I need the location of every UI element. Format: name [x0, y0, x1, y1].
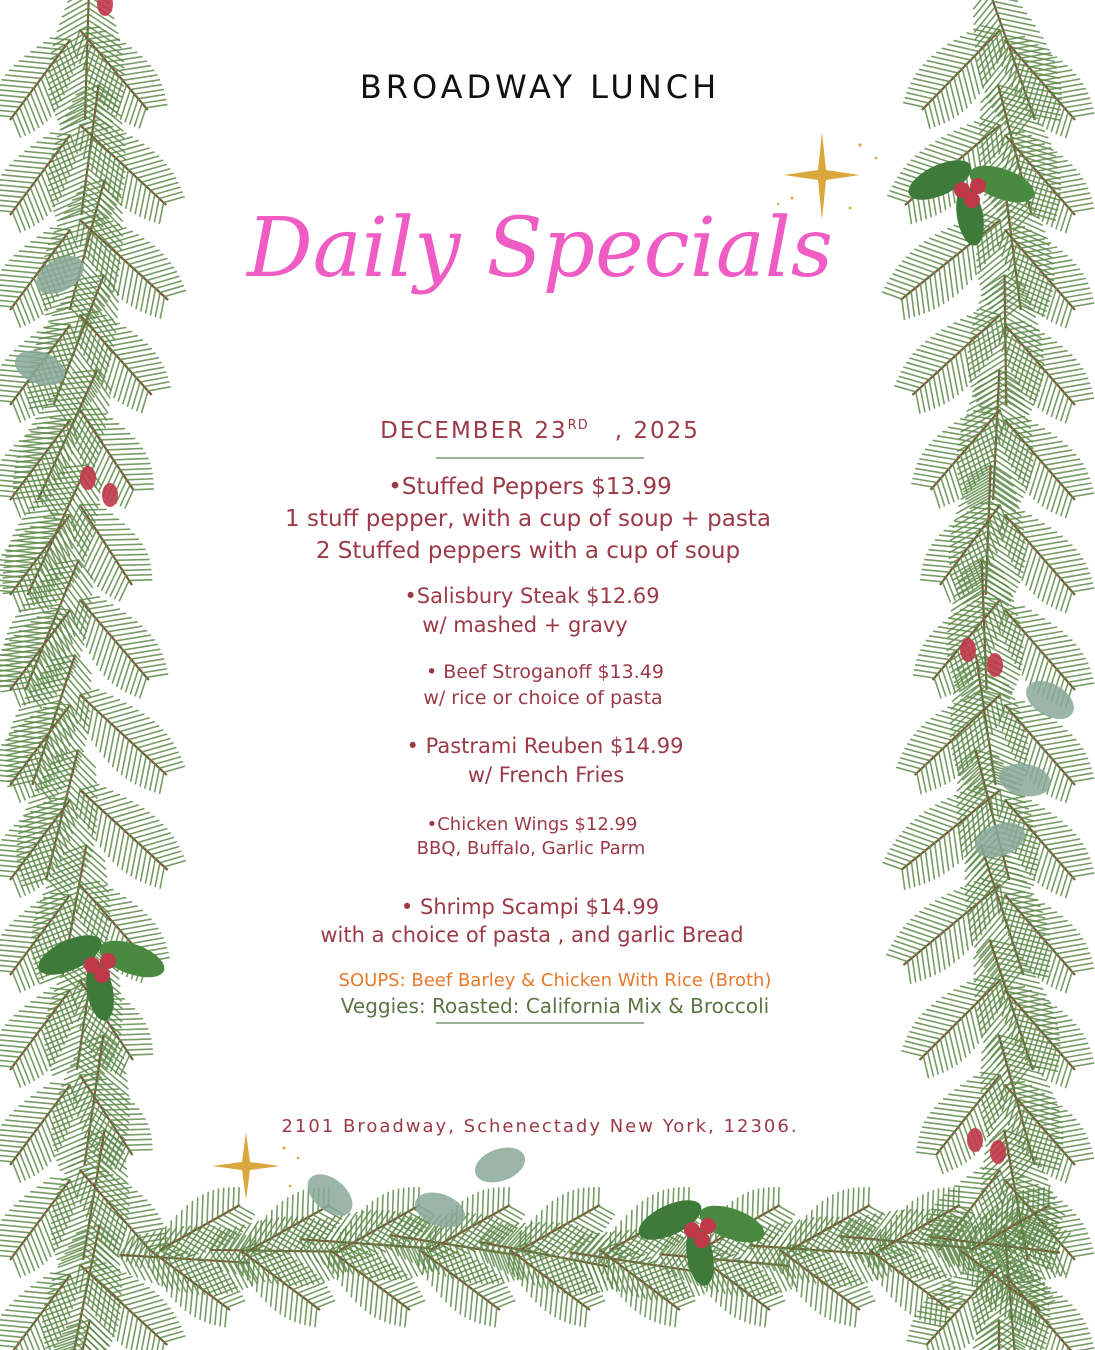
- special-detail: 1 stuff pepper, with a cup of soup + pasta: [285, 506, 771, 532]
- daily-specials-heading: [246, 176, 834, 336]
- special-name: •Stuffed Peppers $13.99: [388, 474, 672, 500]
- special-name: • Beef Stroganoff $13.49: [426, 661, 664, 683]
- special-name: •Chicken Wings $12.99: [426, 814, 638, 835]
- soups-line: SOUPS: Beef Barley & Chicken With Rice (Broth): [338, 970, 772, 991]
- special-name: •Salisbury Steak $12.69: [404, 584, 660, 608]
- restaurant-name: BROADWAY LUNCH: [359, 68, 721, 106]
- special-name: • Pastrami Reuben $14.99: [406, 734, 684, 758]
- special-name: • Shrimp Scampi $14.99: [400, 895, 660, 919]
- address: 2101 Broadway, Schenectady New York, 12306.: [281, 1116, 799, 1137]
- special-detail: w/ mashed + gravy: [422, 613, 628, 637]
- daily-specials-text: Daily Specials: [246, 201, 834, 296]
- veggies-line: Veggies: Roasted: California Mix & Broccoli: [340, 994, 770, 1018]
- special-detail: w/ French Fries: [467, 763, 625, 787]
- special-detail: BBQ, Buffalo, Garlic Parm: [416, 838, 646, 859]
- divider-top: [436, 457, 644, 459]
- special-detail: 2 Stuffed peppers with a cup of soup: [315, 538, 741, 564]
- date-suffix: RD: [567, 418, 589, 433]
- menu-date: [0, 418, 1080, 444]
- special-detail: with a choice of pasta , and garlic Bread: [320, 923, 744, 947]
- date-month-day: DECEMBER 23: [380, 418, 568, 444]
- divider-bottom: [436, 1022, 644, 1024]
- special-detail: w/ rice or choice of pasta: [423, 687, 663, 709]
- date-year: , 2025: [614, 418, 700, 444]
